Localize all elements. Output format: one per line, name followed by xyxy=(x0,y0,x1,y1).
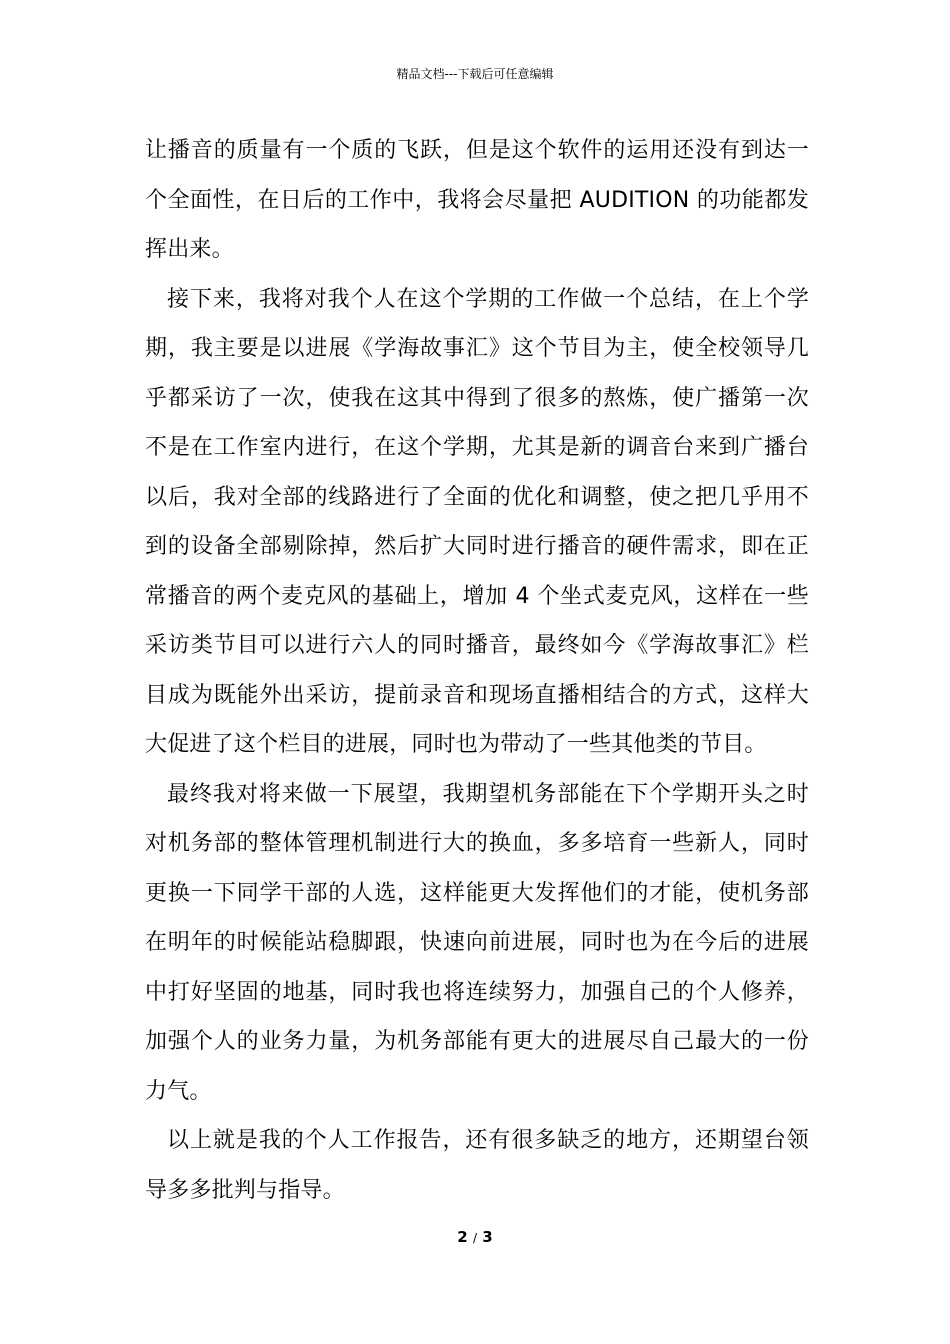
page-number xyxy=(0,1227,950,1248)
page-number-total: 3 xyxy=(482,1228,493,1246)
page-number-separator: / xyxy=(472,1231,478,1245)
paragraph: 以上就是我的个人工作报告，还有很多缺乏的地方，还期望台领导多多批判与指导。 xyxy=(145,1128,809,1203)
paragraph: 让播音的质量有一个质的飞跃，但是这个软件的运用还没有到达一个全面性，在日后的工作中，我将会尽量把 AUDITION 的功能都发挥出来。 xyxy=(145,138,809,262)
document-body xyxy=(145,126,809,1215)
paragraph: 接下来，我将对我个人在这个学期的工作做一个总结，在上个学期，我主要是以进展《学海故事汇》这个节目为主，使全校领导几乎都采访了一次，使我在这其中得到了很多的熬炼，使广播第一次不是在工作室内进行，在这个学期，尤其是新的调音台来到广播台以后，我对全部的线路进行了全面的优化和调整，使之把几乎用不到的设备全部剔除掉，然后扩大同时进行播音的硬件需求，即在正常播音的两个麦克风的基础上，增加 4 个坐式麦克风，这样在一些采访类节目可以进行六人的同时播音，最终如今《学海故事汇》栏目成为既能外出采访，提前录音和现场直播相结合的方式，这样大大促进了这个栏目的进展，同时也为带动了一些其他类的节目。 xyxy=(145,286,809,757)
page-number-current: 2 xyxy=(457,1228,468,1246)
page-header xyxy=(0,66,950,82)
header-text: 精品文档---下载后可任意编辑 xyxy=(396,67,554,81)
paragraph: 最终我对将来做一下展望，我期望机务部能在下个学期开头之时对机务部的整体管理机制进行大的换血，多多培育一些新人，同时更换一下同学干部的人选，这样能更大发挥他们的才能，使机务部在明年的时候能站稳脚跟，快速向前进展，同时也为在今后的进展中打好坚固的地基，同时我也将连续努力，加强自己的个人修养，加强个人的业务力量，为机务部能有更大的进展尽自己最大的一份力气。 xyxy=(145,781,809,1104)
